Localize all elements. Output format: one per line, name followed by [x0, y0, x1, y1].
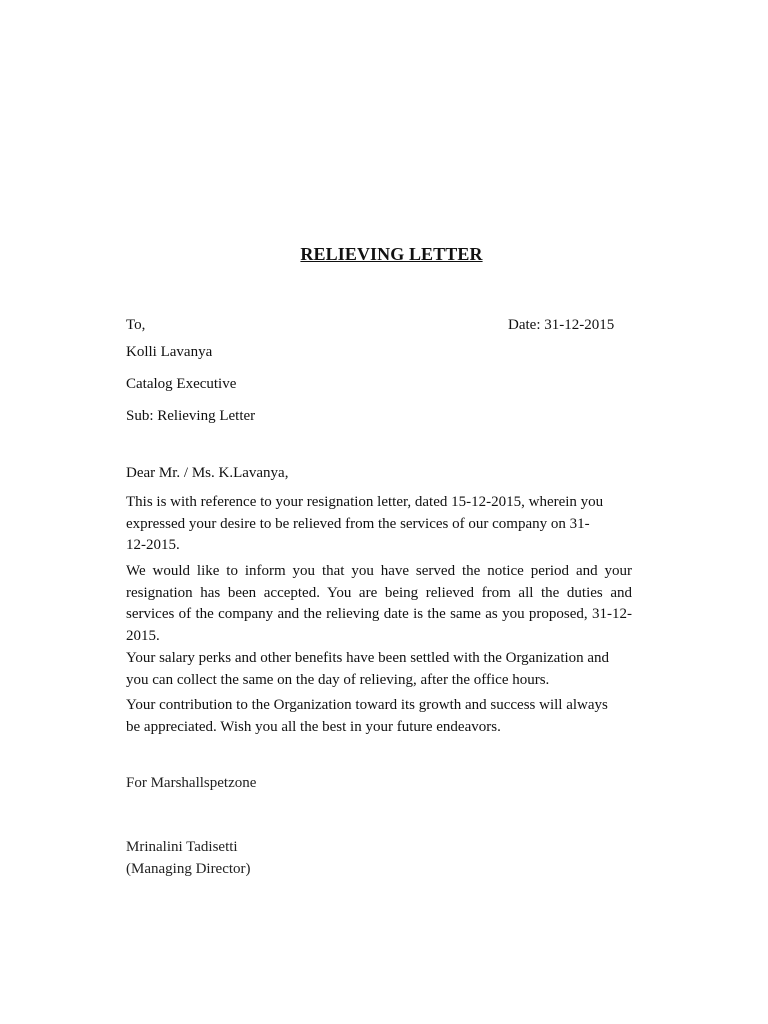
- signatory-title: (Managing Director): [126, 861, 251, 877]
- signatory-name: Mrinalini Tadisetti: [126, 839, 238, 855]
- recipient-role: Catalog Executive: [126, 376, 237, 392]
- to-label: To,: [126, 317, 146, 333]
- paragraph-appreciation: Your contribution to the Organization toward its growth and success will always be appreciated. Wish you all the best in your future endeavors.: [126, 697, 608, 735]
- salutation: Dear Mr. / Ms. K.Lavanya,: [126, 465, 289, 481]
- paragraph-acceptance: We would like to inform you that you have served the notice period and your resignation has been accepted. You are being relieved from all the duties and services of the company and the relieving date is the same as you proposed, 31-12-2015.: [126, 563, 632, 644]
- subject-line: Sub: Relieving Letter: [126, 408, 256, 424]
- paragraph-benefits: Your salary perks and other benefits have been settled with the Organization and you can collect the same on the day of relieving, after the office hours.: [126, 650, 610, 688]
- closing-line: For Marshallspetzone: [126, 775, 257, 791]
- letter-title: RELIEVING LETTER: [300, 244, 483, 264]
- letter-date: Date: 31-12-2015: [508, 317, 615, 333]
- paragraph-reference: This is with reference to your resignation letter, dated 15-12-2015, wherein you expressed your desire to be relieved from the services of our company on 31-12-2015.: [126, 494, 604, 553]
- recipient-name: Kolli Lavanya: [126, 344, 213, 360]
